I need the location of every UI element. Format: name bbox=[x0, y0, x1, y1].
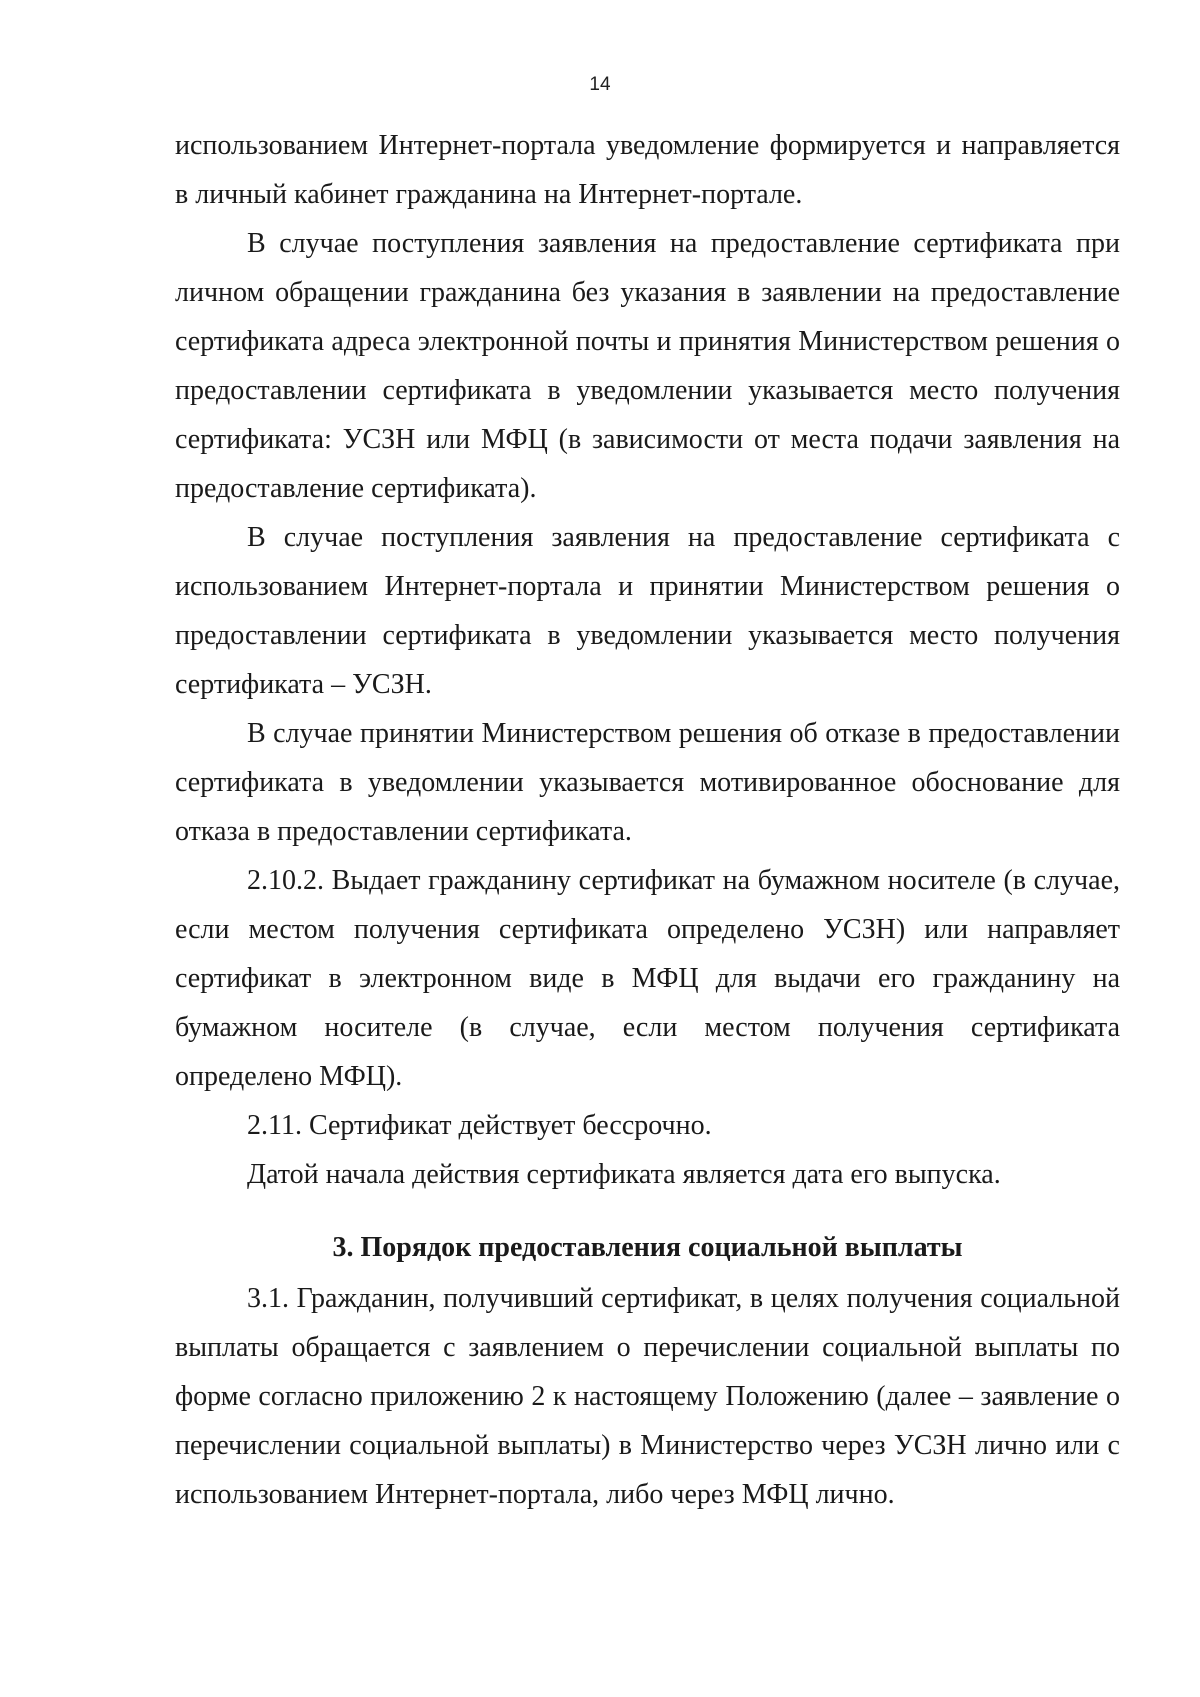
paragraph: В случае принятии Министерством решения об отказе в предоставлении сертификата в уведомлении указывается мотивированное обоснование для отказа в предоставлении сертификата. bbox=[175, 718, 1120, 847]
paragraph: 3.1. Гражданин, получивший сертификат, в целях получения социальной выплаты обращается с заявлением о перечислении социальной выплаты по форме согласно приложению 2 к настоящему Положению (далее – заявление о перечислении социальной выплаты) в Министерство через УСЗН лично или с использованием Интернет-портала, либо через МФЦ лично. bbox=[175, 1283, 1120, 1510]
paragraph: 2.11. Сертификат действует бессрочно. bbox=[247, 1110, 712, 1141]
paragraph: использованием Интернет-портала уведомление формируется и направляется в личный кабинет гражданина на Интернет-портале. bbox=[175, 130, 1120, 210]
page-number: 14 bbox=[589, 74, 611, 95]
document-body bbox=[175, 121, 1120, 1519]
paragraph: В случае поступления заявления на предоставление сертификата с использованием Интернет-портала и принятии Министерством решения о предоставлении сертификата в уведомлении указывается место получения сертификата – УСЗН. bbox=[175, 522, 1120, 700]
section-heading: 3. Порядок предоставления социальной выплаты bbox=[332, 1232, 963, 1263]
paragraph: 2.10.2. Выдает гражданину сертификат на бумажном носителе (в случае, если местом получения сертификата определено УСЗН) или направляет сертификат в электронном виде в МФЦ для выдачи его гражданину на бумажном носителе (в случае, если местом получения сертификата определено МФЦ). bbox=[175, 865, 1120, 1092]
paragraph: Датой начала действия сертификата является дата его выпуска. bbox=[247, 1159, 1001, 1190]
paragraph: В случае поступления заявления на предоставление сертификата при личном обращении гражданина без указания в заявлении на предоставление сертификата адреса электронной почты и принятия Министерством решения о предоставлении сертификата в уведомлении указывается место получения сертификата: УСЗН или МФЦ (в зависимости от места подачи заявления на предоставление сертификата). bbox=[175, 228, 1120, 504]
